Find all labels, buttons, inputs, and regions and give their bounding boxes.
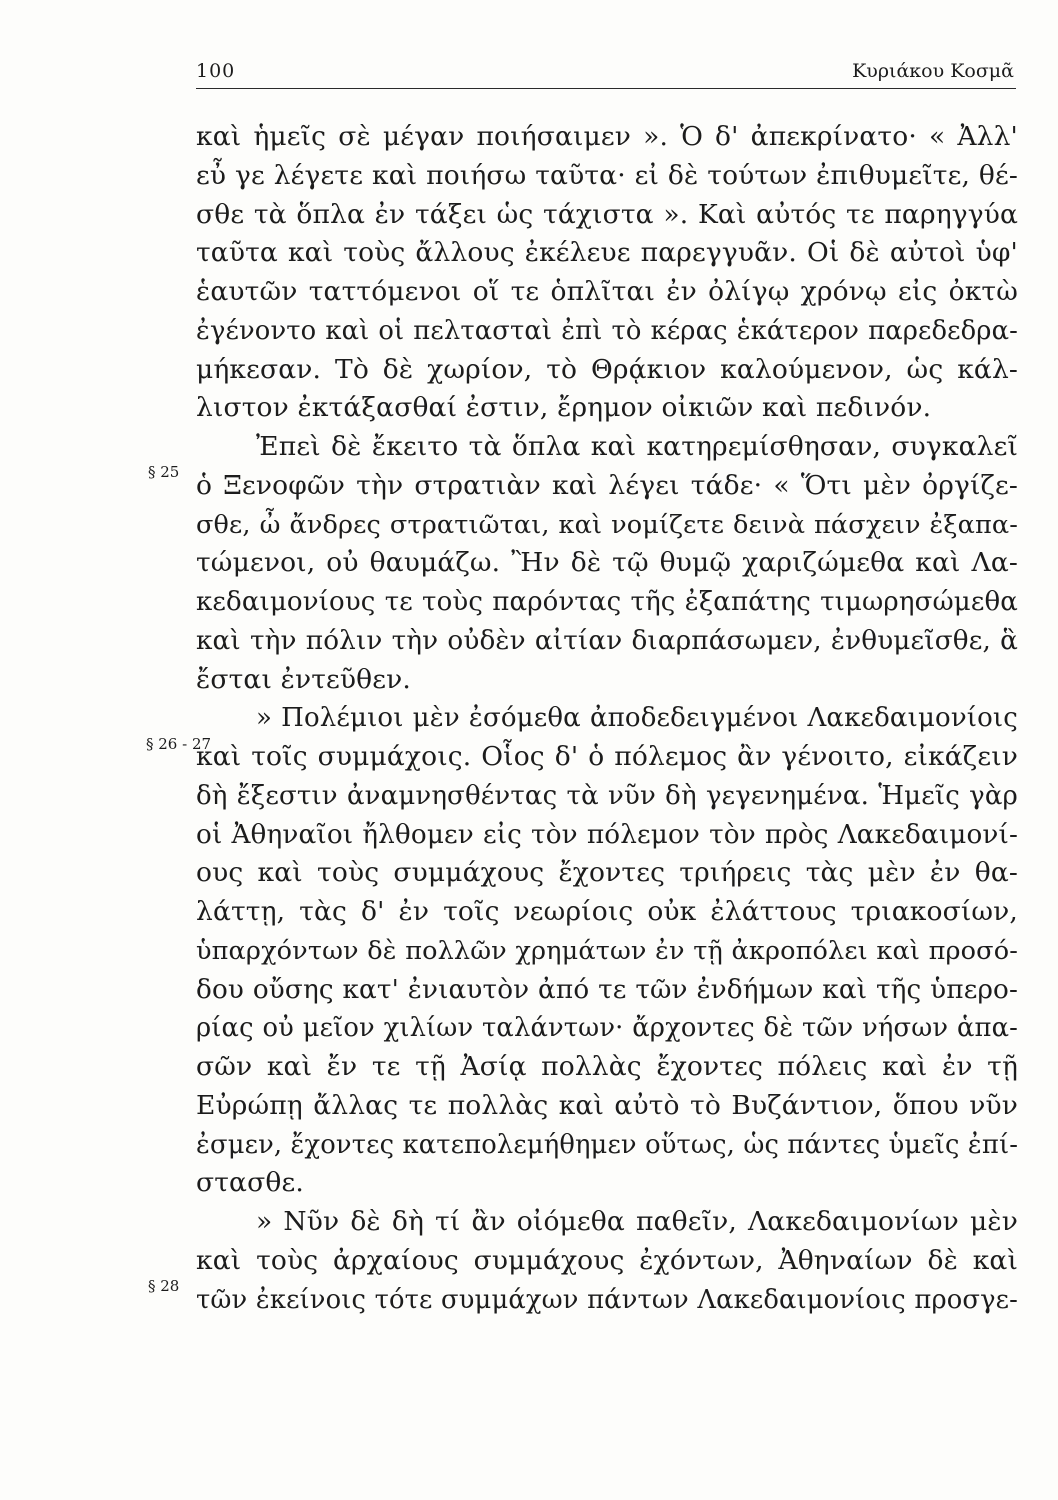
text-line: » Πολέμιοι μὲν ἐσόμεθα ἀποδεδειγμένοι Λακεδαιμονίοις <box>256 703 1018 734</box>
text-line: σθε τὰ ὅπλα ἐν τάξει ὡς τάχιστα ». Καὶ αὐτός τε παρηγγύα <box>196 198 1018 230</box>
text-line: καὶ τοὺς ἀρχαίους συμμάχους ἐχόντων, Ἀθηναίων δὲ καὶ <box>196 1244 1018 1276</box>
text-line: καὶ τοῖς συμμάχοις. Οἷος δ' ὁ πόλεμος ἂν γένοιτο, εἰκάζειν <box>196 741 1018 772</box>
page-header <box>196 58 1016 89</box>
text-line: ἐγένοντο καὶ οἱ πελτασταὶ ἐπὶ τὸ κέρας ἑκάτερον παρεδεδρα- <box>196 315 1018 346</box>
text-line: μήκεσαν. Τὸ δὲ χωρίον, τὸ Θρᾴκιον καλούμενον, ὡς κάλ- <box>196 353 1018 385</box>
text-line: καὶ ἡμεῖς σὲ μέγαν ποιήσαιμεν ». Ὁ δ' ἀπεκρίνατο· « Ἀλλ' <box>196 121 1018 152</box>
text-line: κεδαιμονίους τε τοὺς παρόντας τῆς ἐξαπάτης τιμωρησώμεθα <box>196 587 1018 617</box>
text-line: ὑπαρχόντων δὲ πολλῶν χρημάτων ἐν τῇ ἀκροπόλει καὶ προσό- <box>196 935 1018 966</box>
text-line: Ἐπεὶ δὲ ἔκειτο τὰ ὅπλα καὶ κατηρεμίσθησαν, συγκαλεῖ <box>256 431 1018 462</box>
text-line: ἑαυτῶν ταττόμενοι οἵ τε ὁπλῖται ἐν ὀλίγῳ χρόνῳ εἰς ὀκτὼ <box>196 276 1018 307</box>
text-line: τῶν ἐκείνοις τότε συμμάχων πάντων Λακεδαιμονίοις προσγε- <box>196 1284 1018 1315</box>
text-line: Εὐρώπῃ ἄλλας τε πολλὰς καὶ αὐτὸ τὸ Βυζάντιον, ὅπου νῦν <box>196 1089 1018 1121</box>
text-line: ἐσμεν, ἔχοντες κατεπολεμήθημεν οὕτως, ὡς πάντες ὑμεῖς ἐπί- <box>196 1129 1019 1160</box>
text-line: λάττῃ, τὰς δ' ἐν τοῖς νεωρίοις οὐκ ἐλάττους τριακοσίων, <box>196 896 1018 927</box>
text-line: » Νῦν δὲ δὴ τί ἂν οἰόμεθα παθεῖν, Λακεδαιμονίων μὲν <box>256 1206 1018 1237</box>
text-line: σῶν καὶ ἔν τε τῇ Ἀσίᾳ πολλὰς ἔχοντες πόλεις καὶ ἐν τῇ <box>196 1051 1018 1082</box>
text-line: ἔσται ἐντεῦθεν. <box>196 663 411 695</box>
section-mark-26-27: § 26 - 27 <box>146 735 212 753</box>
text-line: δὴ ἔξεστιν ἀναμνησθέντας τὰ νῦν δὴ γεγενημένα. Ἡμεῖς γὰρ <box>196 780 1018 811</box>
text-line: καὶ τὴν πόλιν τὴν οὐδὲν αἰτίαν διαρπάσωμεν, ἐνθυμεῖσθε, ἃ <box>196 625 1018 656</box>
running-title: Κυριάκου Κοσμᾶ <box>852 60 1014 82</box>
text-line: εὖ γε λέγετε καὶ ποιήσω ταῦτα· εἰ δὲ τούτων ἐπιθυμεῖτε, θέ- <box>196 159 1018 191</box>
text-line: τώμενοι, οὐ θαυμάζω. Ἢν δὲ τῷ θυμῷ χαριζώμεθα καὶ Λα- <box>196 547 1018 579</box>
text-line: ὁ Ξενοφῶν τὴν στρατιὰν καὶ λέγει τάδε· « Ὅτι μὲν ὀργίζε- <box>196 469 1018 501</box>
text-line: ους καὶ τοὺς συμμάχους ἔχοντες τριήρεις τὰς μὲν ἐν θα- <box>196 857 1018 889</box>
text-line: σθε, ὦ ἄνδρες στρατιῶται, καὶ νομίζετε δεινὰ πάσχειν ἐξαπα- <box>196 509 1018 540</box>
section-mark-28: § 28 <box>148 1277 180 1295</box>
text-line: δου οὔσης κατ' ἐνιαυτὸν ἀπό τε τῶν ἐνδήμων καὶ τῆς ὑπερο- <box>196 974 1018 1005</box>
text-line: ταῦτα καὶ τοὺς ἄλλους ἐκέλευε παρεγγυᾶν. Οἱ δὲ αὐτοὶ ὑφ' <box>196 237 1018 269</box>
section-mark-25: § 25 <box>148 463 180 481</box>
body-text <box>196 118 1018 1319</box>
text-line: στασθε. <box>196 1167 304 1199</box>
text-line: οἱ Ἀθηναῖοι ἤλθομεν εἰς τὸν πόλεμον τὸν πρὸς Λακεδαιμονί- <box>196 819 1018 850</box>
text-line: λιστον ἐκτάξασθαί ἐστιν, ἔρημον οἰκιῶν καὶ πεδινόν. <box>196 392 932 424</box>
page-number: 100 <box>196 60 236 82</box>
text-line: ρίας οὐ μεῖον χιλίων ταλάντων· ἄρχοντες δὲ τῶν νήσων ἁπα- <box>196 1013 1018 1044</box>
